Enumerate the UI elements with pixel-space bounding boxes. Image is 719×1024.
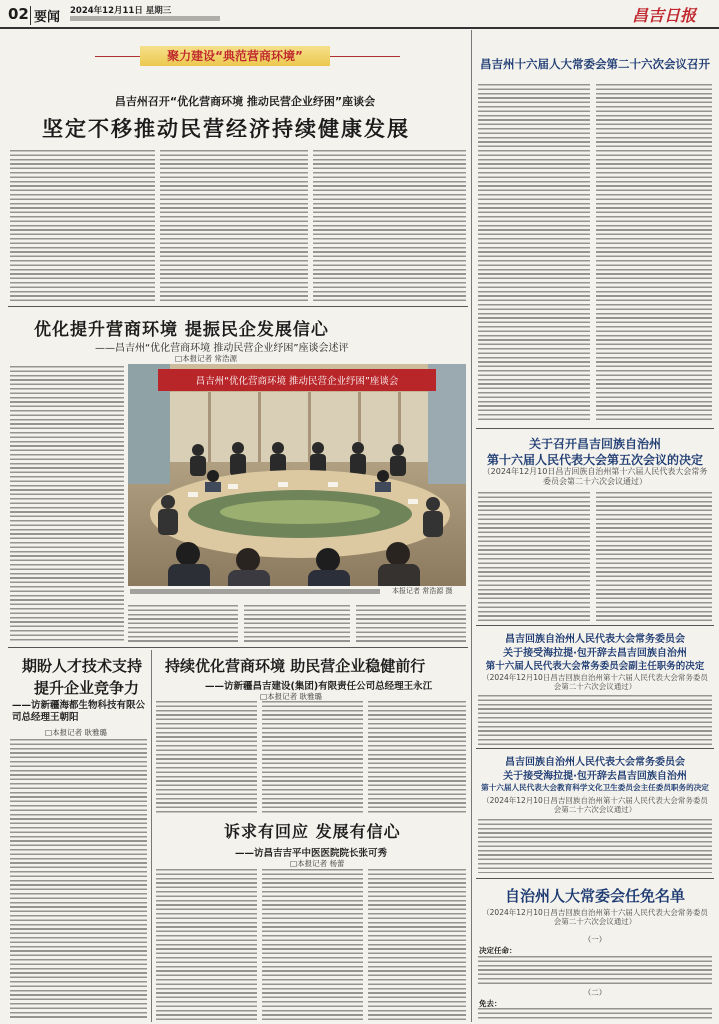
article-body-text — [10, 739, 147, 1020]
article-body-text — [244, 605, 350, 643]
issue-date: 2024年12月11日 星期三 — [70, 6, 172, 16]
interview-byline: □本报记者 杨蕾 — [290, 859, 345, 868]
topic-banner: 聚力建设“典范营商环境” — [140, 46, 330, 66]
decision-headline-line3: 第十六届人民代表大会常务委员会副主任职务的决定 — [485, 661, 705, 672]
column-divider — [471, 30, 472, 1022]
article-body-text — [368, 701, 466, 813]
article-body-text — [478, 84, 590, 422]
interview-headline-line1: 期盼人才技术支持 — [22, 657, 143, 675]
article-body-text — [313, 150, 466, 302]
interview-byline: □本报记者 耿雅璐 — [260, 692, 322, 701]
interview-headline-line2: 提升企业竞争力 — [34, 679, 140, 697]
article-body-text — [10, 366, 124, 642]
section-rule — [476, 878, 714, 879]
article-body-text — [156, 869, 257, 1020]
removal-list — [478, 1008, 712, 1021]
page-number: 02 — [8, 5, 29, 23]
interview-subtitle: ——访新疆昌吉建设(集团)有限责任公司总经理王永江 — [205, 681, 433, 692]
article-body-text — [596, 84, 712, 422]
photo-caption — [130, 589, 380, 594]
decision-headline-line1: 昌吉回族自治州人民代表大会常务委员会 — [505, 634, 685, 645]
banner-rule-left — [95, 56, 140, 57]
header-rule — [0, 27, 719, 29]
photo-red-banner — [158, 369, 436, 391]
editor-credits — [70, 16, 220, 21]
article-body-text — [156, 701, 257, 813]
banner-rule-right — [330, 56, 400, 57]
article-body-text — [478, 695, 712, 745]
decision-headline-line1: 昌吉回族自治州人民代表大会常务委员会 — [505, 757, 685, 768]
interview-subtitle: ——访新疆海都生物科技有限公司总经理王朝阳 — [12, 700, 146, 723]
lead-headline: 坚定不移推动民营经济持续健康发展 — [42, 117, 410, 141]
interview-headline: 持续优化营商环境 助民营企业稳健前行 — [165, 657, 426, 675]
lead-kicker: 昌吉州召开“优化营商环境 推动民营企业纾困”座谈会 — [114, 95, 376, 108]
decision-headline-line2: 关于接受海拉提·包开辞去昌吉回族自治州 — [503, 771, 687, 782]
decision-headline-line2: 第十六届人民代表大会第五次会议的决定 — [486, 453, 703, 467]
appointments-part-two: （二） — [583, 988, 607, 997]
appointments-note: （2024年12月10日昌吉回族自治州第十六届人民代表大会常务委员会第二十六次会议通过） — [482, 908, 708, 926]
review-byline: □本报记者 常浩源 — [175, 354, 237, 363]
article-body-text — [356, 605, 466, 643]
newspaper-logo: 昌吉日报 — [632, 6, 697, 25]
article-body-text — [596, 492, 712, 622]
svg-text:昌吉州“优化营商环境 推动民营企业纾困”座谈会: 昌吉州“优化营商环境 推动民营企业纾困”座谈会 — [195, 376, 399, 387]
article-body-text — [128, 605, 238, 643]
review-subtitle: ——昌吉州“优化营商环境 推动民营企业纾困”座谈会述评 — [95, 343, 349, 354]
section-rule — [8, 306, 468, 307]
review-headline: 优化提升营商环境 提振民企发展信心 — [34, 320, 329, 340]
decision-note: （2024年12月10日昌吉回族自治州第十六届人民代表大会常务委员会第二十六次会议通过） — [482, 673, 708, 691]
decision-headline-line2: 关于接受海拉提·包开辞去昌吉回族自治州 — [503, 648, 687, 659]
article-body-text — [262, 869, 363, 1020]
photo-credit: 本报记者 常浩源 摄 — [392, 587, 453, 595]
section-rule — [8, 647, 468, 648]
article-body-text — [10, 150, 155, 302]
appoint-label: 决定任命： — [479, 946, 517, 955]
interview-byline: □本报记者 耿雅璐 — [45, 728, 107, 737]
column-divider — [151, 650, 152, 1022]
article-body-text — [160, 150, 308, 302]
interview-headline: 诉求有回应 发展有信心 — [224, 822, 401, 841]
decision-note: （2024年12月10日昌吉回族自治州第十六届人民代表大会常务委员会第二十六次会议通过） — [482, 796, 708, 814]
section-rule — [476, 625, 714, 626]
section-name: 要闻 — [30, 6, 60, 25]
decision-note: （2024年12月10日昌吉回族自治州第十六届人民代表大会常务委员会第二十六次会议通过） — [482, 467, 708, 486]
article-body-text — [262, 701, 363, 813]
decision-headline-line3: 第十六届人民代表大会教育科学文化卫生委员会主任委员职务的决定 — [481, 783, 709, 792]
section-rule — [476, 428, 714, 429]
article-body-text — [368, 869, 466, 1020]
article-body-text — [478, 492, 590, 622]
meeting-headline: 昌吉州十六届人大常委会第二十六次会议召开 — [480, 57, 710, 71]
section-rule — [476, 748, 714, 749]
interview-subtitle: ——访昌吉吉平中医医院院长张可秀 — [235, 848, 388, 859]
appointments-part-one: （一） — [583, 935, 607, 944]
appointment-list — [478, 956, 712, 984]
appointments-headline: 自治州人大常委会任免名单 — [504, 887, 685, 905]
remove-label: 免去： — [479, 999, 502, 1008]
meeting-photo — [128, 364, 466, 586]
decision-headline-line1: 关于召开昌吉回族自治州 — [528, 437, 661, 451]
article-body-text — [478, 819, 712, 873]
wall-panels — [170, 392, 428, 462]
